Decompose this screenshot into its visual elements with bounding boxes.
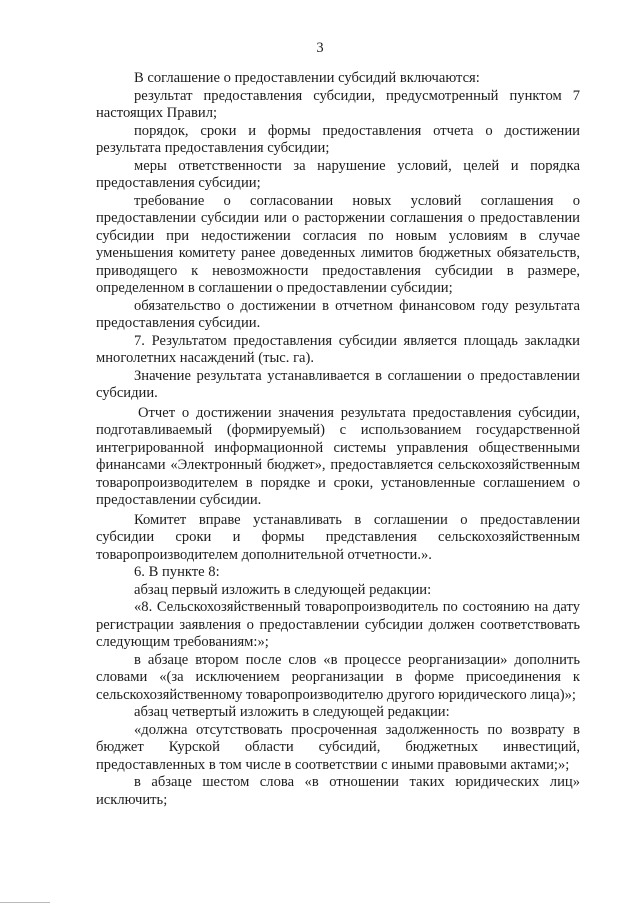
paragraph-3: порядок, сроки и формы предоставления отчета о достижении результата предоставления субсидии; [96,122,580,156]
paragraph-1: В соглашение о предоставлении субсидий включаются: [134,70,480,86]
paragraph-15: абзац четвертый изложить в следующей редакции: [134,704,450,720]
paragraph-16: «должна отсутствовать просроченная задолженность по возврату в бюджет Курской области субсидий, бюджетных инвестиций, предоставленных в том числе в соответствии с иными правовыми актами;»; [96,721,580,773]
bottom-edge-line [0,902,50,903]
paragraph-11: 6. В пункте 8: [134,564,220,580]
paragraph-7: 7. Результатом предоставления субсидии является площадь закладки многолетних насаждений (тыс. га). [96,332,580,366]
document-body [96,70,580,809]
paragraph-10: Комитет вправе устанавливать в соглашении о предоставлении субсидии сроки и формы представления сельскохозяйственным товаропроизводителем дополнительной отчетности.». [96,511,580,563]
paragraph-9: Отчет о достижении значения результата предоставления субсидии, подготавливаемый (формируемый) с использованием государственной интегрированной информационной системы управления общественными финансами «Электронный бюджет», предоставляется сельскохозяйственным товаропроизводителем в порядке и сроки, установленные соглашением о предоставлении субсидии. [96,404,580,508]
paragraph-2: результат предоставления субсидии, предусмотренный пунктом 7 настоящих Правил; [96,87,580,121]
paragraph-6: обязательство о достижении в отчетном финансовом году результата предоставления субсидии. [96,297,580,331]
paragraph-12: абзац первый изложить в следующей редакции: [134,581,432,598]
page-number: 3 [316,40,324,56]
paragraph-8: Значение результата устанавливается в соглашении о предоставлении субсидии. [96,367,580,401]
paragraph-5: требование о согласовании новых условий соглашения о предоставлении субсидии или о расторжении соглашения о предоставлении субсидии при недостижении согласия по новым условиям в случае уменьшения комитету ранее доведенных лимитов бюджетных обязательств, приводящего к невозможности предоставления субсидии в размере, определенном в соглашении о предоставлении субсидии; [96,192,580,296]
paragraph-14: в абзаце втором после слов «в процессе реорганизации» дополнить словами «(за исключением реорганизации в форме присоединения к сельскохозяйственному товаропроизводителю другого юридического лица)»; [96,651,580,703]
paragraph-17: в абзаце шестом слова «в отношении таких юридических лиц» исключить; [96,774,580,808]
paragraph-13: «8. Сельскохозяйственный товаропроизводитель по состоянию на дату регистрации заявления о предоставлении субсидии должен соответствовать следующим требованиям:»; [96,599,580,650]
paragraph-4: меры ответственности за нарушение условий, целей и порядка предоставления субсидии; [96,157,580,191]
